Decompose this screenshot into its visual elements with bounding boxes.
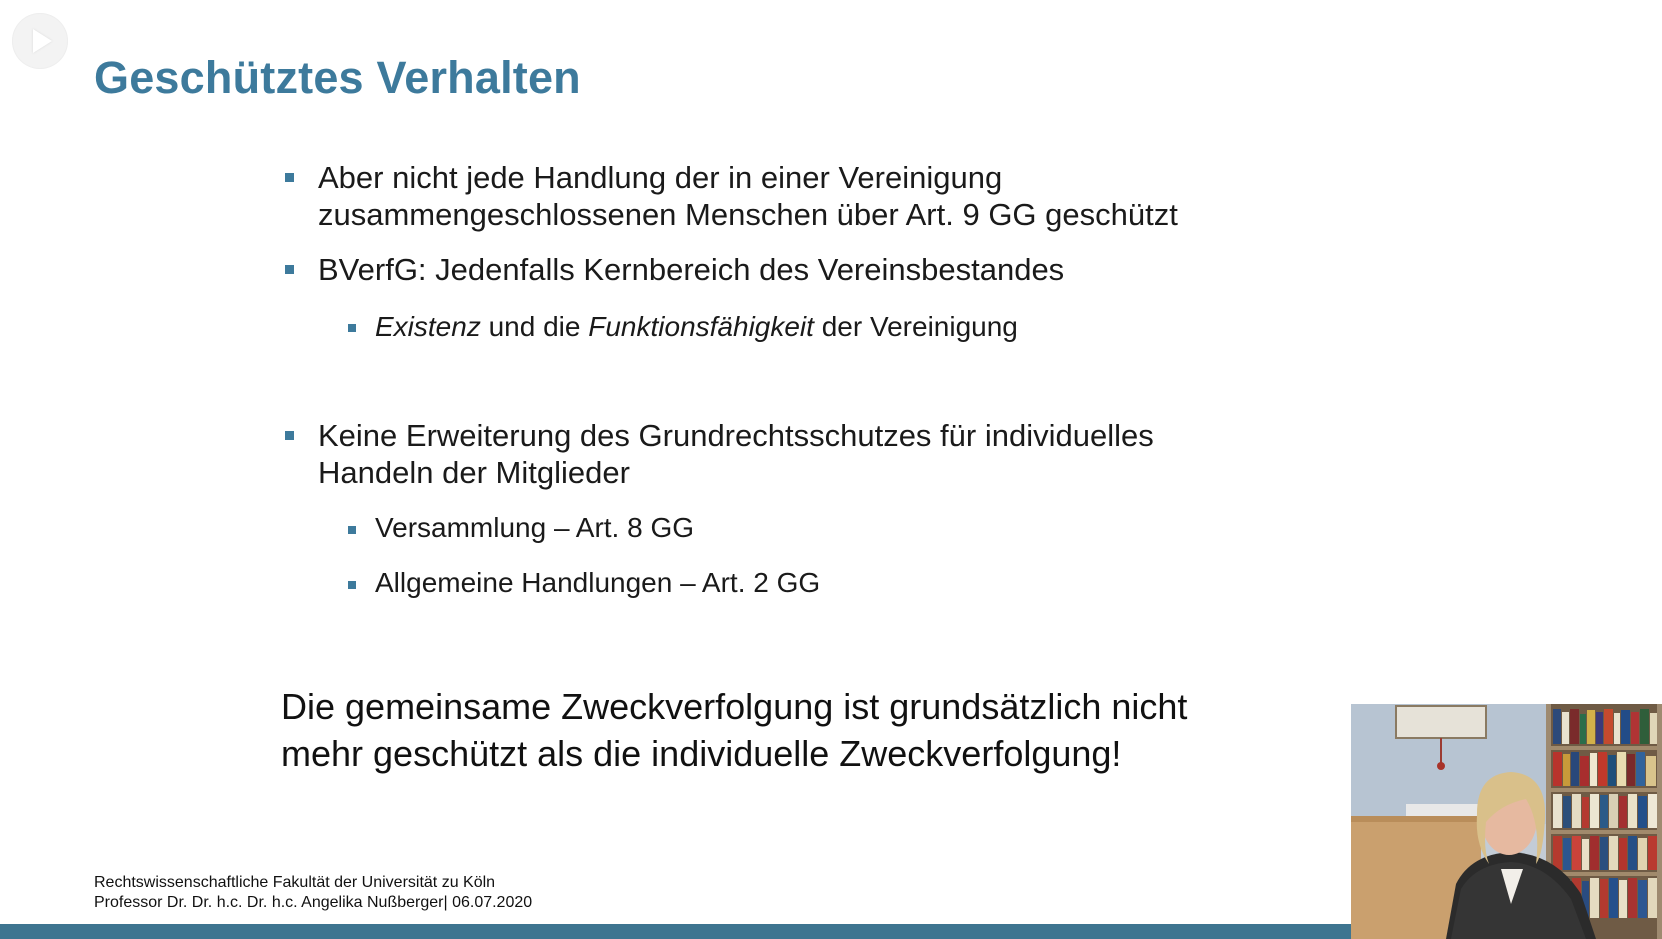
- footer-author-date: Professor Dr. Dr. h.c. Dr. h.c. Angelika Nußberger| 06.07.2020: [94, 894, 533, 911]
- wall-picture-icon: [1396, 706, 1486, 738]
- sub-bullet-text: Allgemeine Handlungen – Art. 2 GG: [375, 567, 821, 598]
- conclusion-statement: [281, 683, 1361, 777]
- sub-bullet-marker: [348, 324, 356, 332]
- webcam-video: [1351, 704, 1662, 939]
- bullet-text-line: Keine Erweiterung des Grundrechtsschutzes für individuelles: [318, 418, 1154, 453]
- emphasis-existenz: Existenz: [375, 311, 481, 342]
- slide-title: Geschütztes Verhalten: [94, 52, 581, 103]
- slide-footer: [94, 873, 532, 913]
- conclusion-line: mehr geschützt als die individuelle Zweckverfolgung!: [281, 733, 1122, 774]
- sub-bullet-text: Versammlung – Art. 8 GG: [375, 512, 695, 543]
- webcam-scene: [1351, 704, 1662, 939]
- conclusion-line: Die gemeinsame Zweckverfolgung ist grundsätzlich nicht: [281, 686, 1188, 727]
- play-button[interactable]: [12, 13, 68, 69]
- footer-faculty: Rechtswissenschaftliche Fakultät der Universität zu Köln: [94, 874, 496, 891]
- bullet-item: [318, 159, 1178, 233]
- bullet-marker: [285, 265, 294, 274]
- sub-bullet-item: [375, 566, 820, 600]
- sub-bullet-item: [375, 310, 1018, 344]
- sub-bullet-marker: [348, 526, 356, 534]
- bullet-text-line: Handeln der Mitglieder: [318, 455, 630, 490]
- sub-bullet-item: [375, 511, 694, 545]
- emphasis-funktionsfaehigkeit: Funktionsfähigkeit: [588, 311, 814, 342]
- sub-bullet-text: und die: [480, 311, 589, 342]
- bullet-text: BVerfG: Jedenfalls Kernbereich des Vereinsbestandes: [318, 252, 1065, 287]
- sub-bullet-text: der Vereinigung: [813, 311, 1018, 342]
- bullet-item: [318, 417, 1154, 491]
- play-icon: [33, 29, 52, 53]
- sub-bullet-marker: [348, 581, 356, 589]
- bullet-text-line: Aber nicht jede Handlung der in einer Vereinigung: [318, 160, 1003, 195]
- bullet-text-line: zusammengeschlossenen Menschen über Art. 9 GG geschützt: [318, 197, 1178, 232]
- bullet-marker: [285, 173, 294, 182]
- bullet-marker: [285, 431, 294, 440]
- bullet-item: [318, 251, 1064, 288]
